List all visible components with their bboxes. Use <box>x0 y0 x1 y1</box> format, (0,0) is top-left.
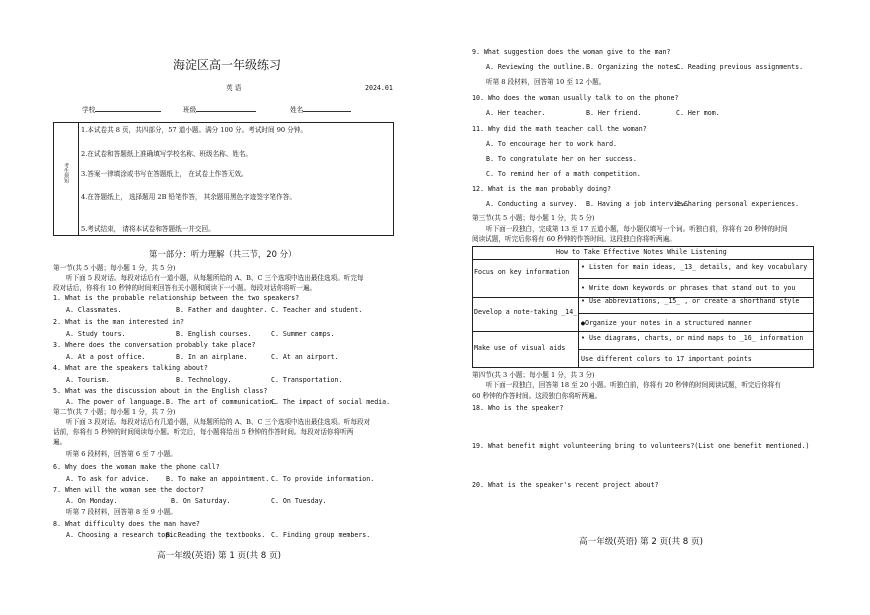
section3-intro-line2: 阅读试题，听完后你将有 60 秒钟的作答时间。这段独白你将听两遍。 <box>472 235 676 243</box>
section3-intro-line1: 听下面一段独白，完成第 13 至 17 五道小题，每小题仅填写一个词。听独白前，你将有 20 秒钟的时间 <box>486 225 788 233</box>
dialogue-6-instruction: 听第 6 段材料，回答第 6 至 7 小题。 <box>66 450 177 458</box>
instruction-3: 3.答案一律填涂或书写在答题纸上， 在试卷上作答无效。 <box>81 170 248 178</box>
section4-heading: 第四节(共 3 小题；每小题 1 分，共 3 分) <box>472 371 595 379</box>
table-cell-divider-2 <box>578 313 813 314</box>
instruction-1: 1.本试卷共 8 页，共四部分，57 道小题。满分 100 分。考试时间 90 分钟。 <box>81 126 307 134</box>
q7-option-c: C. On Tuesday. <box>271 497 327 505</box>
q2-option-c: C. Summer camps. <box>271 330 335 338</box>
section4-intro-line1: 听下面一段独白，回答第 18 至 20 小题。听独白前，你将有 20 秒钟的时间阅读试题，听完后你将有 <box>486 381 781 389</box>
q1-option-b: B. Father and daughter. <box>176 306 268 314</box>
q9-option-a: A. Reviewing the outline. <box>486 63 586 71</box>
table-row-2-item-1: • Use abbreviations, _15_ , or create a shorthand style <box>581 297 800 305</box>
q12-option-b: B. Having a job interview. <box>586 200 690 208</box>
section4-intro-line2: 60 秒钟的作答时间。这段独白你将听两遍。 <box>472 392 602 400</box>
page-2-footer: 高一年级(英语) 第 2 页(共 8 页) <box>579 537 703 547</box>
instruction-4: 4.在答题纸上， 选择题用 2B 铅笔作答， 其余题用黑色字迹签字笔作答。 <box>81 193 296 201</box>
q1-option-a: A. Classmates. <box>66 306 122 314</box>
q5-option-a: A. The power of language. <box>66 398 166 406</box>
name-blank[interactable] <box>303 104 351 112</box>
q4-option-b: B. Technology. <box>176 376 232 384</box>
dialogue-8-instruction: 听第 8 段材料，回答第 10 至 12 小题。 <box>486 78 606 86</box>
q11-option-c: C. To remind her of a math competition. <box>486 170 641 178</box>
section1-heading: 第一节(共 5 小题；每小题 1 分，共 5 分) <box>53 264 176 272</box>
table-row-1-label: Focus on key information <box>474 268 570 276</box>
subject-label: 英 语 <box>226 84 242 92</box>
instruction-5: 5.考试结束， 请将本试卷和答题纸一并交回。 <box>81 225 215 233</box>
q5-option-b: B. The art of communication. <box>166 398 278 406</box>
q3-option-c: C. At an airport. <box>271 353 339 361</box>
exam-title: 海淀区高一年级练习 <box>173 58 282 72</box>
q5-option-c: C. The impact of social media. <box>271 398 391 406</box>
question-9: 9. What suggestion does the woman give to the man? <box>472 48 671 56</box>
question-20: 20. What is the speaker's recent project about? <box>472 481 659 489</box>
side-label: 考生须知 <box>63 163 69 183</box>
school-blank[interactable] <box>95 104 161 112</box>
section1-intro-line2: 段对话后，你将有 10 秒钟的时间来回答有关小题和阅读下一小题。每段对话你将听一遍。 <box>53 284 317 292</box>
question-4: 4. What are the speakers talking about? <box>53 364 208 372</box>
q2-option-b: B. English courses. <box>176 330 252 338</box>
q7-option-a: A. On Monday. <box>66 497 118 505</box>
name-label: 姓名 <box>290 106 304 114</box>
table-row-3-item-1: • Use diagrams, charts, or mind maps to _16_ information <box>581 334 804 342</box>
section2-intro-line2: 话前，你将有 5 秒钟的时间阅读每小题。听完后，每小题将给出 5 秒钟的作答时间。每段对话你将听两 <box>53 428 354 436</box>
q3-option-a: A. At a post office. <box>66 353 146 361</box>
table-row-3-label: Make use of visual aids <box>474 344 566 352</box>
class-field <box>183 104 256 114</box>
question-8: 8. What difficulty does the man have? <box>53 520 200 528</box>
q10-option-c: C. Her mom. <box>676 109 720 117</box>
page-1-footer: 高一年级(英语) 第 1 页(共 8 页) <box>157 551 281 561</box>
q12-option-a: A. Conducting a survey. <box>486 200 578 208</box>
question-10: 10. Who does the woman usually talk to on the phone? <box>472 94 679 102</box>
table-row-1-item-1: • Listen for main ideas, _13_ details, and key vocabulary <box>581 263 808 271</box>
q1-option-c: C. Teacher and student. <box>271 306 363 314</box>
table-row-2-item-2: ●Organize your notes in a structured manner <box>581 319 752 327</box>
class-label: 班级 <box>183 106 197 114</box>
q6-option-b: B. To make an appointment. <box>166 475 270 483</box>
q11-option-a: A. To encourage her to work hard. <box>486 140 618 148</box>
question-2: 2. What is the man interested in? <box>53 318 185 326</box>
section3-heading: 第三节(共 5 小题；每小题 1 分，共 5 分) <box>472 214 595 222</box>
instruction-2: 2.在试卷和答题纸上准确填写学校名称、班级名称、姓名。 <box>81 150 253 158</box>
table-row-divider-2 <box>473 331 813 332</box>
q4-option-c: C. Transportation. <box>271 376 343 384</box>
name-field <box>290 104 351 114</box>
class-blank[interactable] <box>196 104 256 112</box>
table-row-1-item-2: • Write down keywords or phrases that stand out to you <box>581 284 796 292</box>
table-cell-divider-3 <box>578 349 813 350</box>
q3-option-b: B. In an airplane. <box>176 353 248 361</box>
q12-option-c: C.Sharing personal experiences. <box>676 200 800 208</box>
school-label: 学校 <box>82 106 96 114</box>
table-row-3-item-2: Use different colors to 17 important points <box>581 355 752 363</box>
q6-option-a: A. To ask for advice. <box>66 475 150 483</box>
table-title: How to Take Effective Notes While Listening <box>556 248 727 256</box>
q2-option-a: A. Study tours. <box>66 330 126 338</box>
section2-intro-line1: 听下面 3 段对话。每段对话后有几道小题，从每题所给的 A、B、C 三个选项中选出最佳选项。听每段对 <box>66 418 371 426</box>
exam-date: 2024.01 <box>365 84 393 92</box>
question-5: 5. What was the discussion about in the English class? <box>53 387 268 395</box>
q4-option-a: A. Tourism. <box>66 376 110 384</box>
q7-option-b: B. On Saturday. <box>171 497 231 505</box>
q6-option-c: C. To provide information. <box>271 475 375 483</box>
instructions-box <box>53 122 394 236</box>
question-18: 18. Who is the speaker? <box>472 404 564 412</box>
q8-option-b: B. Reading the textbooks. <box>166 531 266 539</box>
table-row-2-label: Develop a note-taking _14_ <box>474 308 578 316</box>
question-3: 3. Where does the conversation probably take place? <box>53 341 256 349</box>
q9-option-b: B. Organizing the notes. <box>586 63 682 71</box>
question-1: 1. What is the probable relationship between the two speakers? <box>53 294 300 302</box>
table-cell-divider-1 <box>578 278 813 279</box>
question-19: 19. What benefit might volunteering bring to volunteers?(List one benefit mentioned.) <box>472 442 810 450</box>
question-6: 6. Why does the woman make the phone call? <box>53 463 220 471</box>
q10-option-a: A. Her teacher. <box>486 109 546 117</box>
question-7: 7. When will the woman see the doctor? <box>53 486 204 494</box>
instructions-side <box>54 123 79 235</box>
q9-option-c: C. Reading previous assignments. <box>676 63 804 71</box>
section2-intro-line3: 遍。 <box>53 438 67 446</box>
q10-option-b: B. Her friend. <box>586 109 642 117</box>
table-header-divider <box>473 259 813 260</box>
question-12: 12. What is the man probably doing? <box>472 185 611 193</box>
q8-option-a: A. Choosing a research topic. <box>66 531 182 539</box>
q8-option-c: C. Finding group members. <box>271 531 371 539</box>
part1-heading: 第一部分：听力理解（共三节，20 分） <box>149 249 297 259</box>
q11-option-b: B. To congratulate her on her success. <box>486 155 637 163</box>
question-11: 11. Why did the math teacher call the woman? <box>472 125 647 133</box>
section1-intro-line1: 听下面 5 段对话。每段对话后有一道小题，从每题所给的 A、B、C 三个选项中选出最佳选项。听完每 <box>66 274 364 282</box>
school-field <box>82 104 161 114</box>
section2-heading: 第二节(共 7 小题；每小题 1 分，共 7 分) <box>53 408 176 416</box>
dialogue-7-instruction: 听第 7 段材料，回答第 8 至 9 小题。 <box>66 508 177 516</box>
